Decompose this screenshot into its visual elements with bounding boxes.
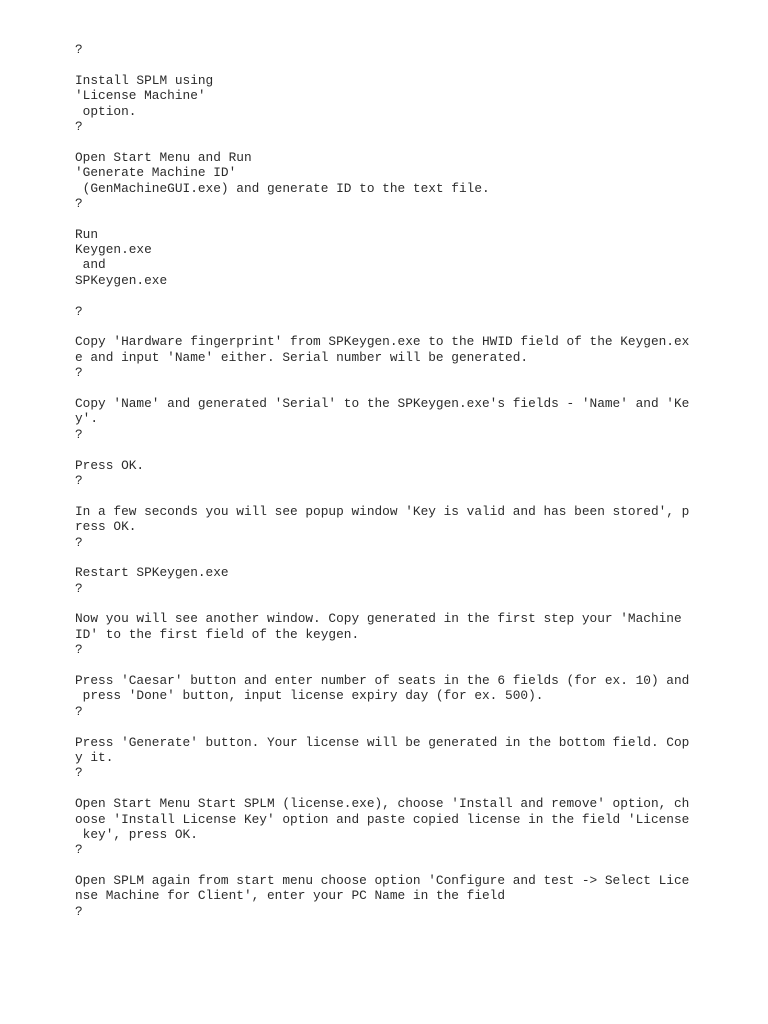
text-line: press 'Done' button, input license expiry day (for ex. 500). [75, 688, 544, 704]
text-line [75, 134, 685, 149]
text-line: ? [75, 903, 83, 919]
text-line: Press OK. [75, 457, 145, 473]
text-line: Install SPLM using [75, 72, 214, 88]
text-line: and [75, 257, 106, 273]
text-line: ID' to the first field of the keygen. [75, 626, 360, 642]
text-line: option. [75, 103, 137, 119]
text-line: ? [75, 534, 83, 550]
text-line: ? [75, 426, 83, 442]
text-line [75, 288, 685, 303]
text-line: ? [75, 472, 83, 488]
text-line [75, 57, 685, 72]
text-line: SPKeygen.exe [75, 272, 168, 288]
text-line [75, 442, 685, 457]
text-line: e and input 'Name' either. Serial number will be generated. [75, 349, 529, 365]
text-line [75, 658, 685, 673]
text-line: key', press OK. [75, 826, 198, 842]
text-line: Copy 'Hardware fingerprint' from SPKeygen.exe to the HWID field of the Keygen.ex [75, 334, 690, 350]
text-line [75, 319, 685, 334]
text-line: (GenMachineGUI.exe) and generate ID to the text file. [75, 180, 490, 196]
text-line: Run [75, 226, 99, 242]
text-line: ress OK. [75, 519, 137, 535]
text-line [75, 488, 685, 503]
text-line: y'. [75, 411, 99, 427]
text-line: In a few seconds you will see popup window 'Key is valid and has been stored', p [75, 503, 690, 519]
text-line: Now you will see another window. Copy generated in the first step your 'Machine [75, 611, 682, 627]
text-line: Restart SPKeygen.exe [75, 565, 229, 581]
text-line: ? [75, 842, 83, 858]
text-line: Open Start Menu and Run [75, 149, 252, 165]
text-line: 'License Machine' [75, 88, 206, 104]
text-line: ? [75, 765, 83, 781]
text-line: nse Machine for Client', enter your PC Name in the field [75, 888, 506, 904]
text-line: oose 'Install License Key' option and paste copied license in the field 'License [75, 811, 690, 827]
text-line: ? [75, 642, 83, 658]
text-line: ? [75, 195, 83, 211]
text-line: Open SPLM again from start menu choose option 'Configure and test -> Select Lice [75, 873, 690, 889]
text-line: ? [75, 118, 83, 134]
text-line: Keygen.exe [75, 242, 152, 258]
text-line: y it. [75, 749, 114, 765]
text-line [75, 381, 685, 396]
text-line [75, 550, 685, 565]
text-line: Press 'Generate' button. Your license will be generated in the bottom field. Cop [75, 734, 690, 750]
text-line [75, 781, 685, 796]
text-line [75, 211, 685, 226]
text-line: ? [75, 703, 83, 719]
text-line: ? [75, 580, 83, 596]
text-line [75, 858, 685, 873]
text-line: ? [75, 365, 83, 381]
text-line [75, 596, 685, 611]
text-line: 'Generate Machine ID' [75, 165, 237, 181]
document-body [75, 42, 690, 919]
text-line: Press 'Caesar' button and enter number of seats in the 6 fields (for ex. 10) and [75, 673, 690, 689]
text-line: Open Start Menu Start SPLM (license.exe), choose 'Install and remove' option, ch [75, 796, 690, 812]
text-line: ? [75, 303, 83, 319]
text-line: ? [75, 42, 83, 57]
text-line [75, 719, 685, 734]
text-line: Copy 'Name' and generated 'Serial' to the SPKeygen.exe's fields - 'Name' and 'Ke [75, 395, 690, 411]
